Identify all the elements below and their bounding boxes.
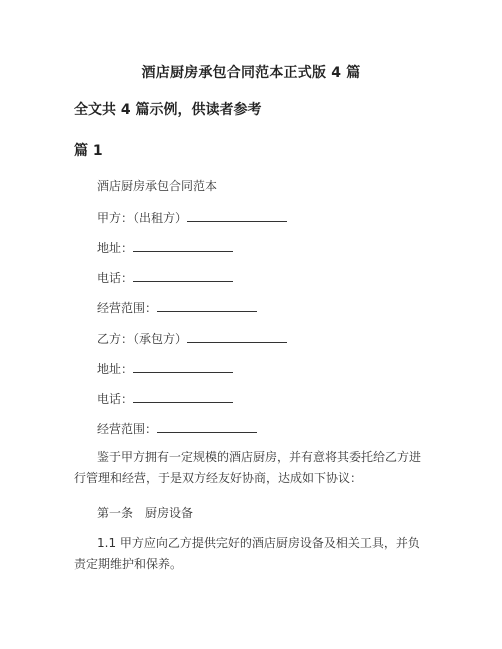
party-a-phone-line [97,268,233,286]
party-b-scope-line [97,419,257,437]
party-b-phone-line [97,389,233,407]
party-a-address-line [97,238,233,256]
party-a-address-label: 地址： [97,241,134,255]
party-b-scope-blank [157,419,257,433]
party-b-phone-label: 电话： [97,392,134,406]
party-b-line [97,329,287,347]
clause-1-1: 1.1 甲方应向乙方提供完好的酒店厨房设备及相关工具，并负责定期维护和保养。 [74,536,420,571]
party-b-scope-label: 经营范围： [97,422,158,436]
party-a-line [97,208,287,226]
document-summary: 全文共 4 篇示例，供读者参考 [74,102,262,118]
party-b-label: 乙方：（承包方） [97,332,188,346]
party-b-address-blank [133,359,233,373]
party-a-scope-line [97,298,257,316]
party-a-scope-blank [157,298,257,312]
party-a-address-blank [133,238,233,252]
party-b-address-label: 地址： [97,362,134,376]
preamble-paragraph: 鉴于甲方拥有一定规模的酒店厨房，并有意将其委托给乙方进行管理和经营，于是双方经友好协商，达成如下协议： [74,450,422,485]
party-a-scope-label: 经营范围： [97,301,158,315]
document-title: 酒店厨房承包合同范本正式版 4 篇 [141,65,361,81]
article-1-heading: 第一条 厨房设备 [97,506,194,520]
party-a-phone-blank [133,268,233,282]
party-a-phone-label: 电话： [97,271,134,285]
section-heading: 篇 1 [74,143,103,159]
party-a-blank [187,208,287,222]
party-b-blank [187,329,287,343]
contract-name: 酒店厨房承包合同范本 [97,179,218,193]
party-b-phone-blank [133,389,233,403]
party-b-address-line [97,359,233,377]
party-a-label: 甲方：（出租方） [97,211,188,225]
